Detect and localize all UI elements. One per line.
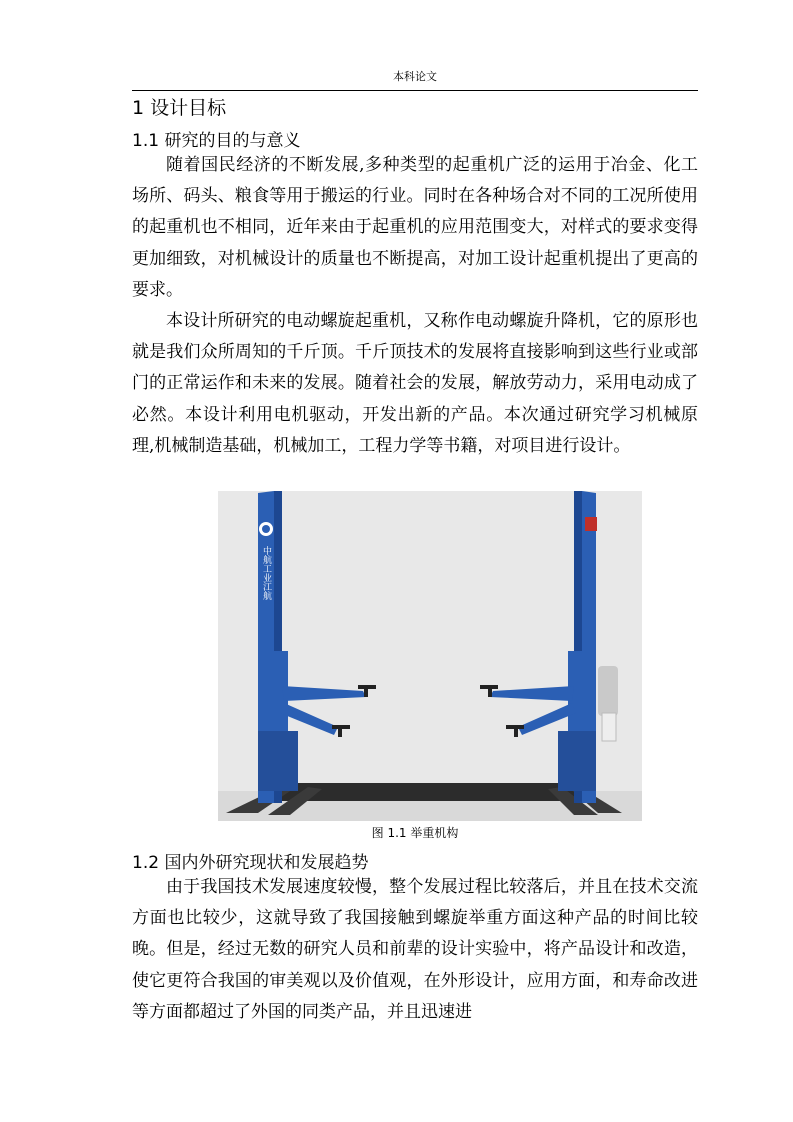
section-1-heading: 1 设计目标: [132, 97, 227, 119]
section-1-2-heading: 1.2 国内外研究现状和发展趋势: [132, 853, 369, 873]
column-brand-text: 中航工业江航: [261, 546, 271, 600]
section-1-1-paragraph-2: 本设计所研究的电动螺旋起重机，又称作电动螺旋升降机，它的原形也就是我们众所周知的千斤顶。千斤顶技术的发展将直接影响到这些行业或部门的正常运作和未来的发展。随着社会的发展，解放劳动力，采用电动成了必然。本设计利用电机驱动，开发出新的产品。本次通过研究学习机械原理,机械制造基础，机械加工，工程力学等书籍，对项目进行设计。: [132, 311, 698, 456]
brand-logo-icon: [585, 517, 597, 531]
motor: [598, 666, 618, 716]
page-header: 本科论文: [393, 70, 437, 83]
section-1-1-heading: 1.1 研究的目的与意义: [132, 131, 301, 151]
header-rule: [132, 90, 698, 91]
section-1-2-paragraph-1: 由于我国技术发展速度较慢，整个发展过程比较落后，并且在技术交流方面也比较少，这就导致了我国接触到螺旋举重方面这种产品的时间比较晚。但是，经过无数的研究人员和前辈的设计实验中，将产品设计和改造，使它更符合我国的审美观以及价值观，在外形设计，应用方面，和寿命改进等方面都超过了外国的同类产品，并且迅速进: [132, 877, 698, 1022]
figure-caption: 图 1.1 举重机构: [371, 826, 459, 840]
section-1-1-paragraph-1: 随着国民经济的不断发展,多种类型的起重机广泛的运用于冶金、化工场所、码头、粮食等用于搬运的行业。同时在各种场合对不同的工况所使用的起重机也不相同，近年来由于起重机的应用范围变大，对样式的要求变得更加细致，对机械设计的质量也不断提高，对加工设计起重机提出了更高的要求。: [132, 155, 698, 300]
lift-figure: [218, 491, 642, 821]
floor-plate: [276, 783, 590, 801]
two-post-lift-illustration: [218, 491, 642, 821]
